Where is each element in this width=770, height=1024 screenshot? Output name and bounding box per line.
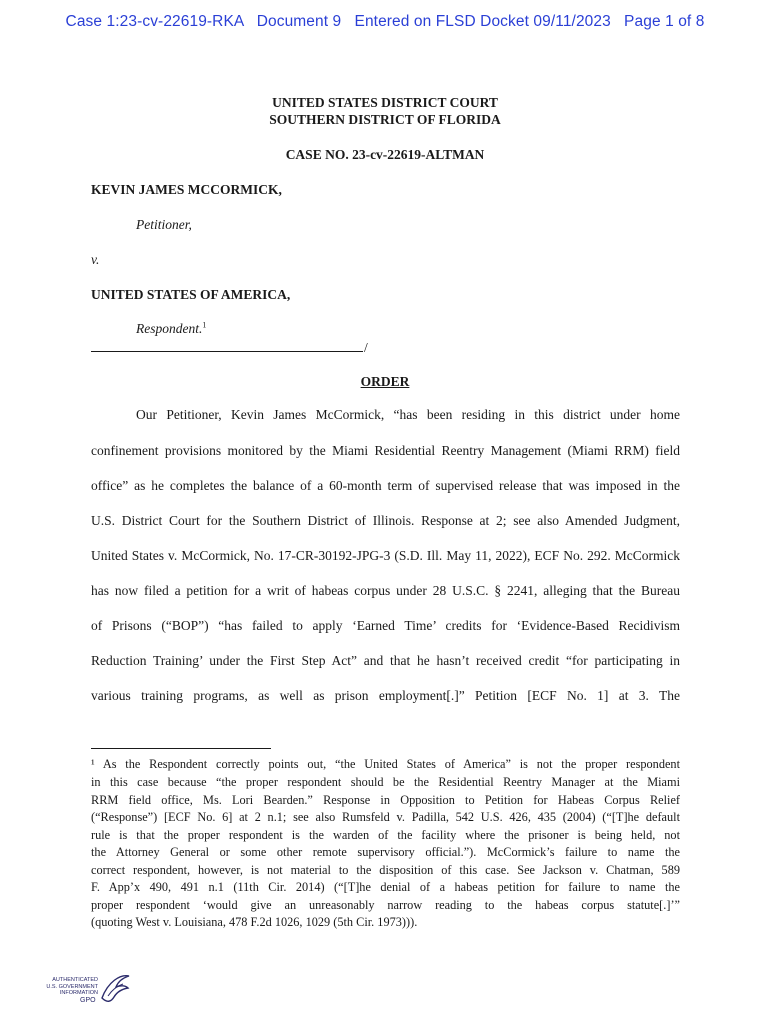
gpo-seal-text: AUTHENTICATED U.S. GOVERNMENT INFORMATION — [46, 977, 98, 996]
gpo-label: GPO — [80, 997, 96, 1004]
footnote-line-4: (“Response”) [ECF No. 6] at 2 n.1; see also Rumsfeld v. Padilla, 542 U.S. 426, 435 (2004) (“[T]he default — [91, 810, 680, 824]
footnote-line-2: in this case because “the proper respondent should be the Residential Reentry Manager at the Miami — [91, 775, 680, 789]
court-name-line1: UNITED STATES DISTRICT COURT — [272, 95, 498, 110]
body-line-6: has now filed a petition for a writ of habeas corpus under 28 U.S.C. § 2241, alleging that the Bureau — [91, 583, 680, 598]
footnote-ref-1: 1 — [202, 320, 207, 330]
caption-slash: / — [364, 340, 368, 355]
respondent-role: Respondent. — [136, 321, 203, 336]
respondent-name: UNITED STATES OF AMERICA — [91, 287, 287, 302]
body-line-7: of Prisons (“BOP”) “has failed to apply ‘Earned Time’ credits for ‘Evidence-Based Recidivism — [91, 618, 680, 633]
footnote-line-6: the Attorney General or some other remote supervisory official.”). McCormick’s failure to name the — [91, 845, 680, 859]
respondent-name-line: UNITED STATES OF AMERICA, — [91, 287, 291, 302]
footnote-line-7: correct respondent, however, is not material to the disposition of this case. See Jackson v. Chatman, 589 — [91, 863, 680, 877]
body-line-4: U.S. District Court for the Southern District of Illinois. Response at 2; see also Amended Judgment, — [91, 513, 680, 528]
footnote-line-3: RRM field office, Ms. Lori Bearden.” Response in Opposition to Petition for Habeas Corpus Relief — [91, 793, 680, 807]
eagle-icon — [98, 972, 132, 1006]
footnote-line-8: F. App’x 490, 491 n.1 (11th Cir. 2014) (“[T]he denial of a habeas petition for failure to name the — [91, 880, 680, 894]
petitioner-role: Petitioner, — [136, 217, 192, 232]
order-heading: ORDER — [360, 374, 410, 389]
footnote-line-5: rule is that the proper respondent is the warden of the facility where the prisoner is being held, not — [91, 828, 680, 842]
court-name-line2: SOUTHERN DISTRICT OF FLORIDA — [269, 112, 501, 127]
versus: v. — [91, 252, 100, 267]
footnote-line-9: proper respondent ‘would give an unreasonably narrow reading to the habeas corpus statute[.]’” — [91, 898, 680, 912]
footnote-rule — [91, 748, 271, 749]
ecf-header-stamp: Case 1:23-cv-22619-RKA Document 9 Entered on FLSD Docket 09/11/2023 Page 1 of 8 — [65, 13, 705, 30]
body-line-8: Reduction Training’ under the First Step Act” and that he hasn’t received credit “for participating in — [91, 653, 680, 668]
body-line-3: office” as he completes the balance of a 60-month term of supervised release that was imposed in the — [91, 478, 680, 493]
footnote-line-10: (quoting West v. Louisiana, 478 F.2d 1026, 1029 (5th Cir. 1973))). — [91, 915, 418, 929]
gpo-authentication-seal — [40, 970, 140, 1010]
body-line-2: confinement provisions monitored by the Miami Residential Reentry Management (Miami RRM) field — [91, 443, 680, 458]
body-line-5: United States v. McCormick, No. 17-CR-30192-JPG-3 (S.D. Ill. May 11, 2022), ECF No. 292. McCormick — [91, 548, 680, 563]
body-line-9: various training programs, as well as prison employment[.]” Petition [ECF No. 1] at 3. The — [91, 688, 680, 703]
petitioner-name: KEVIN JAMES MCCORMICK — [91, 182, 279, 197]
caption-rule — [91, 351, 363, 352]
body-line-1: Our Petitioner, Kevin James McCormick, “has been residing in this district under home — [136, 407, 680, 422]
footnote-line-1: ¹ As the Respondent correctly points out, “the United States of America” is not the proper respondent — [91, 757, 680, 771]
respondent-role-line — [136, 321, 206, 337]
case-number: CASE NO. 23-cv-22619-ALTMAN — [285, 147, 485, 162]
petitioner-name-line: KEVIN JAMES MCCORMICK, — [91, 182, 282, 197]
